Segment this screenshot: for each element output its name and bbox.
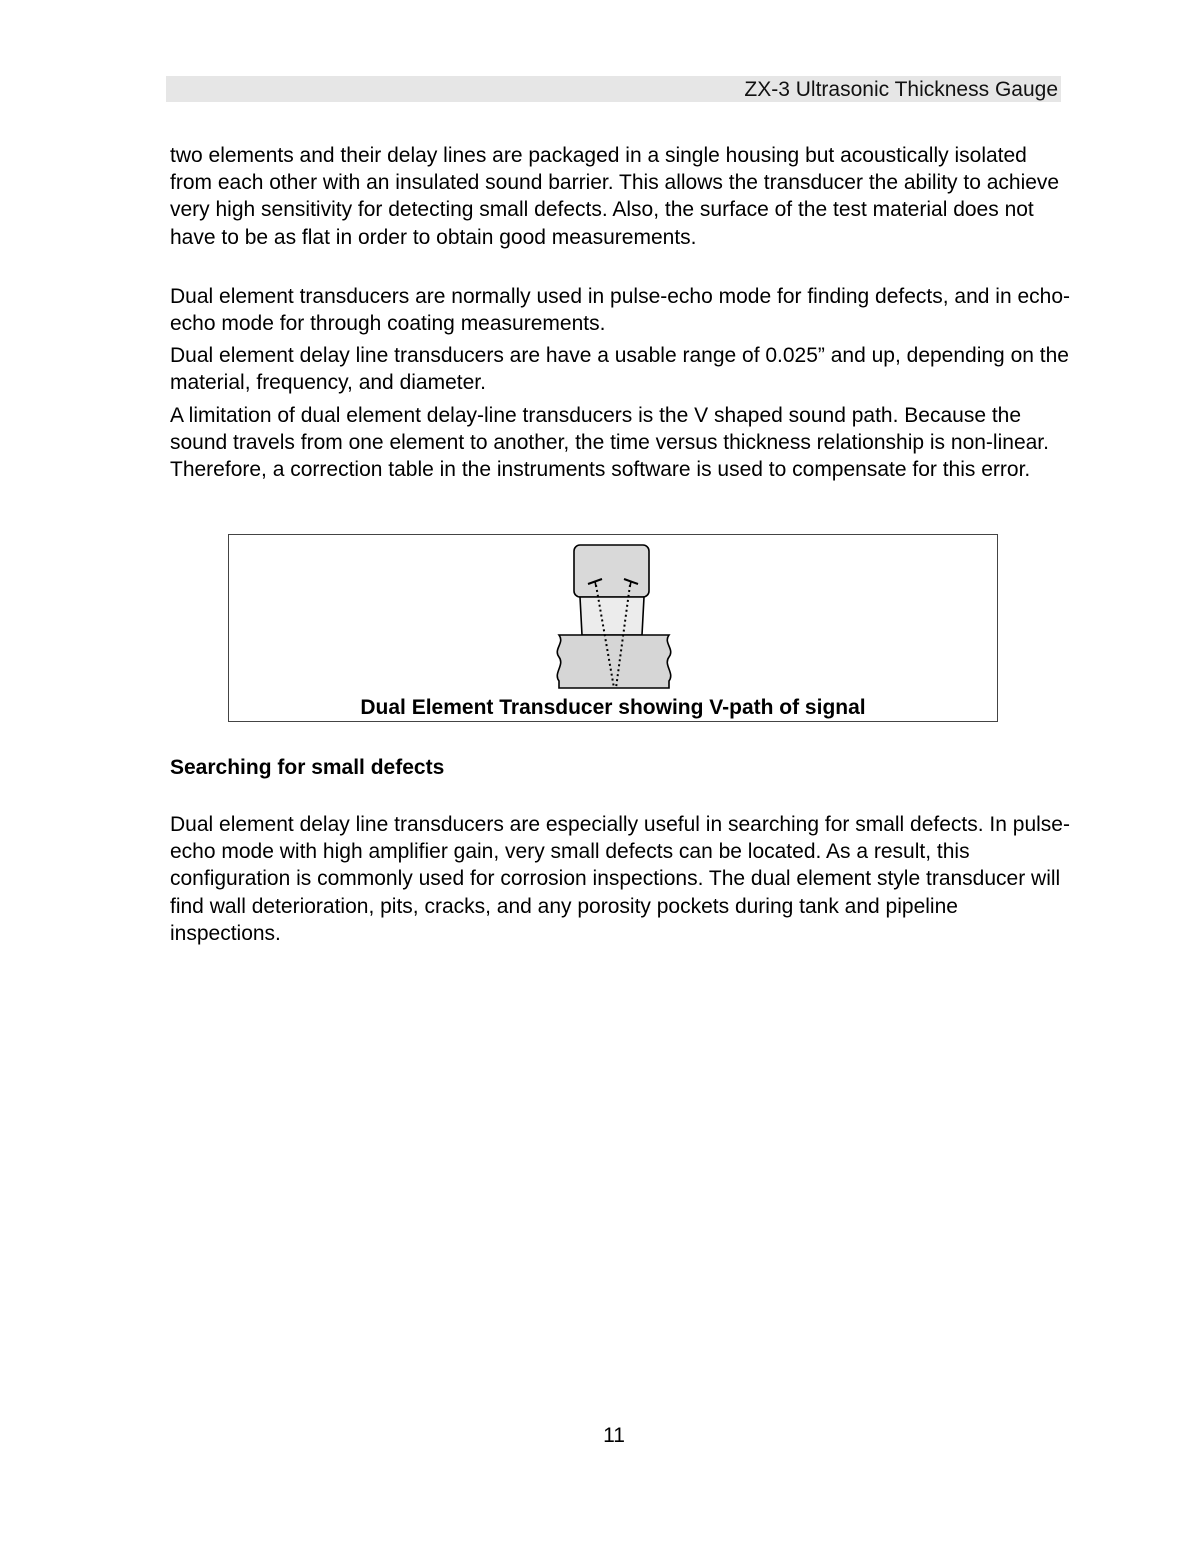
paragraph-isolation: two elements and their delay lines are packaged in a single housing but acoustically isolated from each other with an insulated sound barrier. This allows the transducer the ability to achieve very high sensitivity for detecting small defects. Also, the surface of the test material does not have to be as flat in order to obtain good measurements.: [170, 144, 1060, 249]
paragraph-limitation: A limitation of dual element delay-line transducers is the V shaped sound path. Because the sound travels from one element to another, the time versus thickness relationship is non-linear. Therefore, a correction table in the instruments software is used to compensate for this error.: [170, 404, 1049, 482]
paragraph-small-defects: Dual element delay line transducers are especially useful in searching for small defects. In pulse-echo mode with high amplifier gain, very small defects can be located. As a result, this configuration is commonly used for corrosion inspections. The dual element style transducer will find wall deterioration, pits, cracks, and any porosity pockets during tank and pipeline inspections.: [170, 813, 1070, 945]
transducer-diagram-icon: [553, 543, 673, 693]
paragraph-range: Dual element delay line transducers are have a usable range of 0.025” and up, depending on the material, frequency, and diameter.: [170, 344, 1069, 395]
page-number: 11: [603, 1424, 625, 1447]
section-heading: Searching for small defects: [170, 756, 445, 779]
paragraph-modes: Dual element transducers are normally used in pulse-echo mode for finding defects, and in echo-echo mode for through coating measurements.: [170, 285, 1070, 336]
document-title: ZX-3 Ultrasonic Thickness Gauge: [744, 78, 1058, 101]
figure-dual-element-transducer: [228, 534, 998, 722]
running-header: [166, 76, 1061, 102]
figure-caption: Dual Element Transducer showing V-path of signal: [360, 696, 866, 719]
